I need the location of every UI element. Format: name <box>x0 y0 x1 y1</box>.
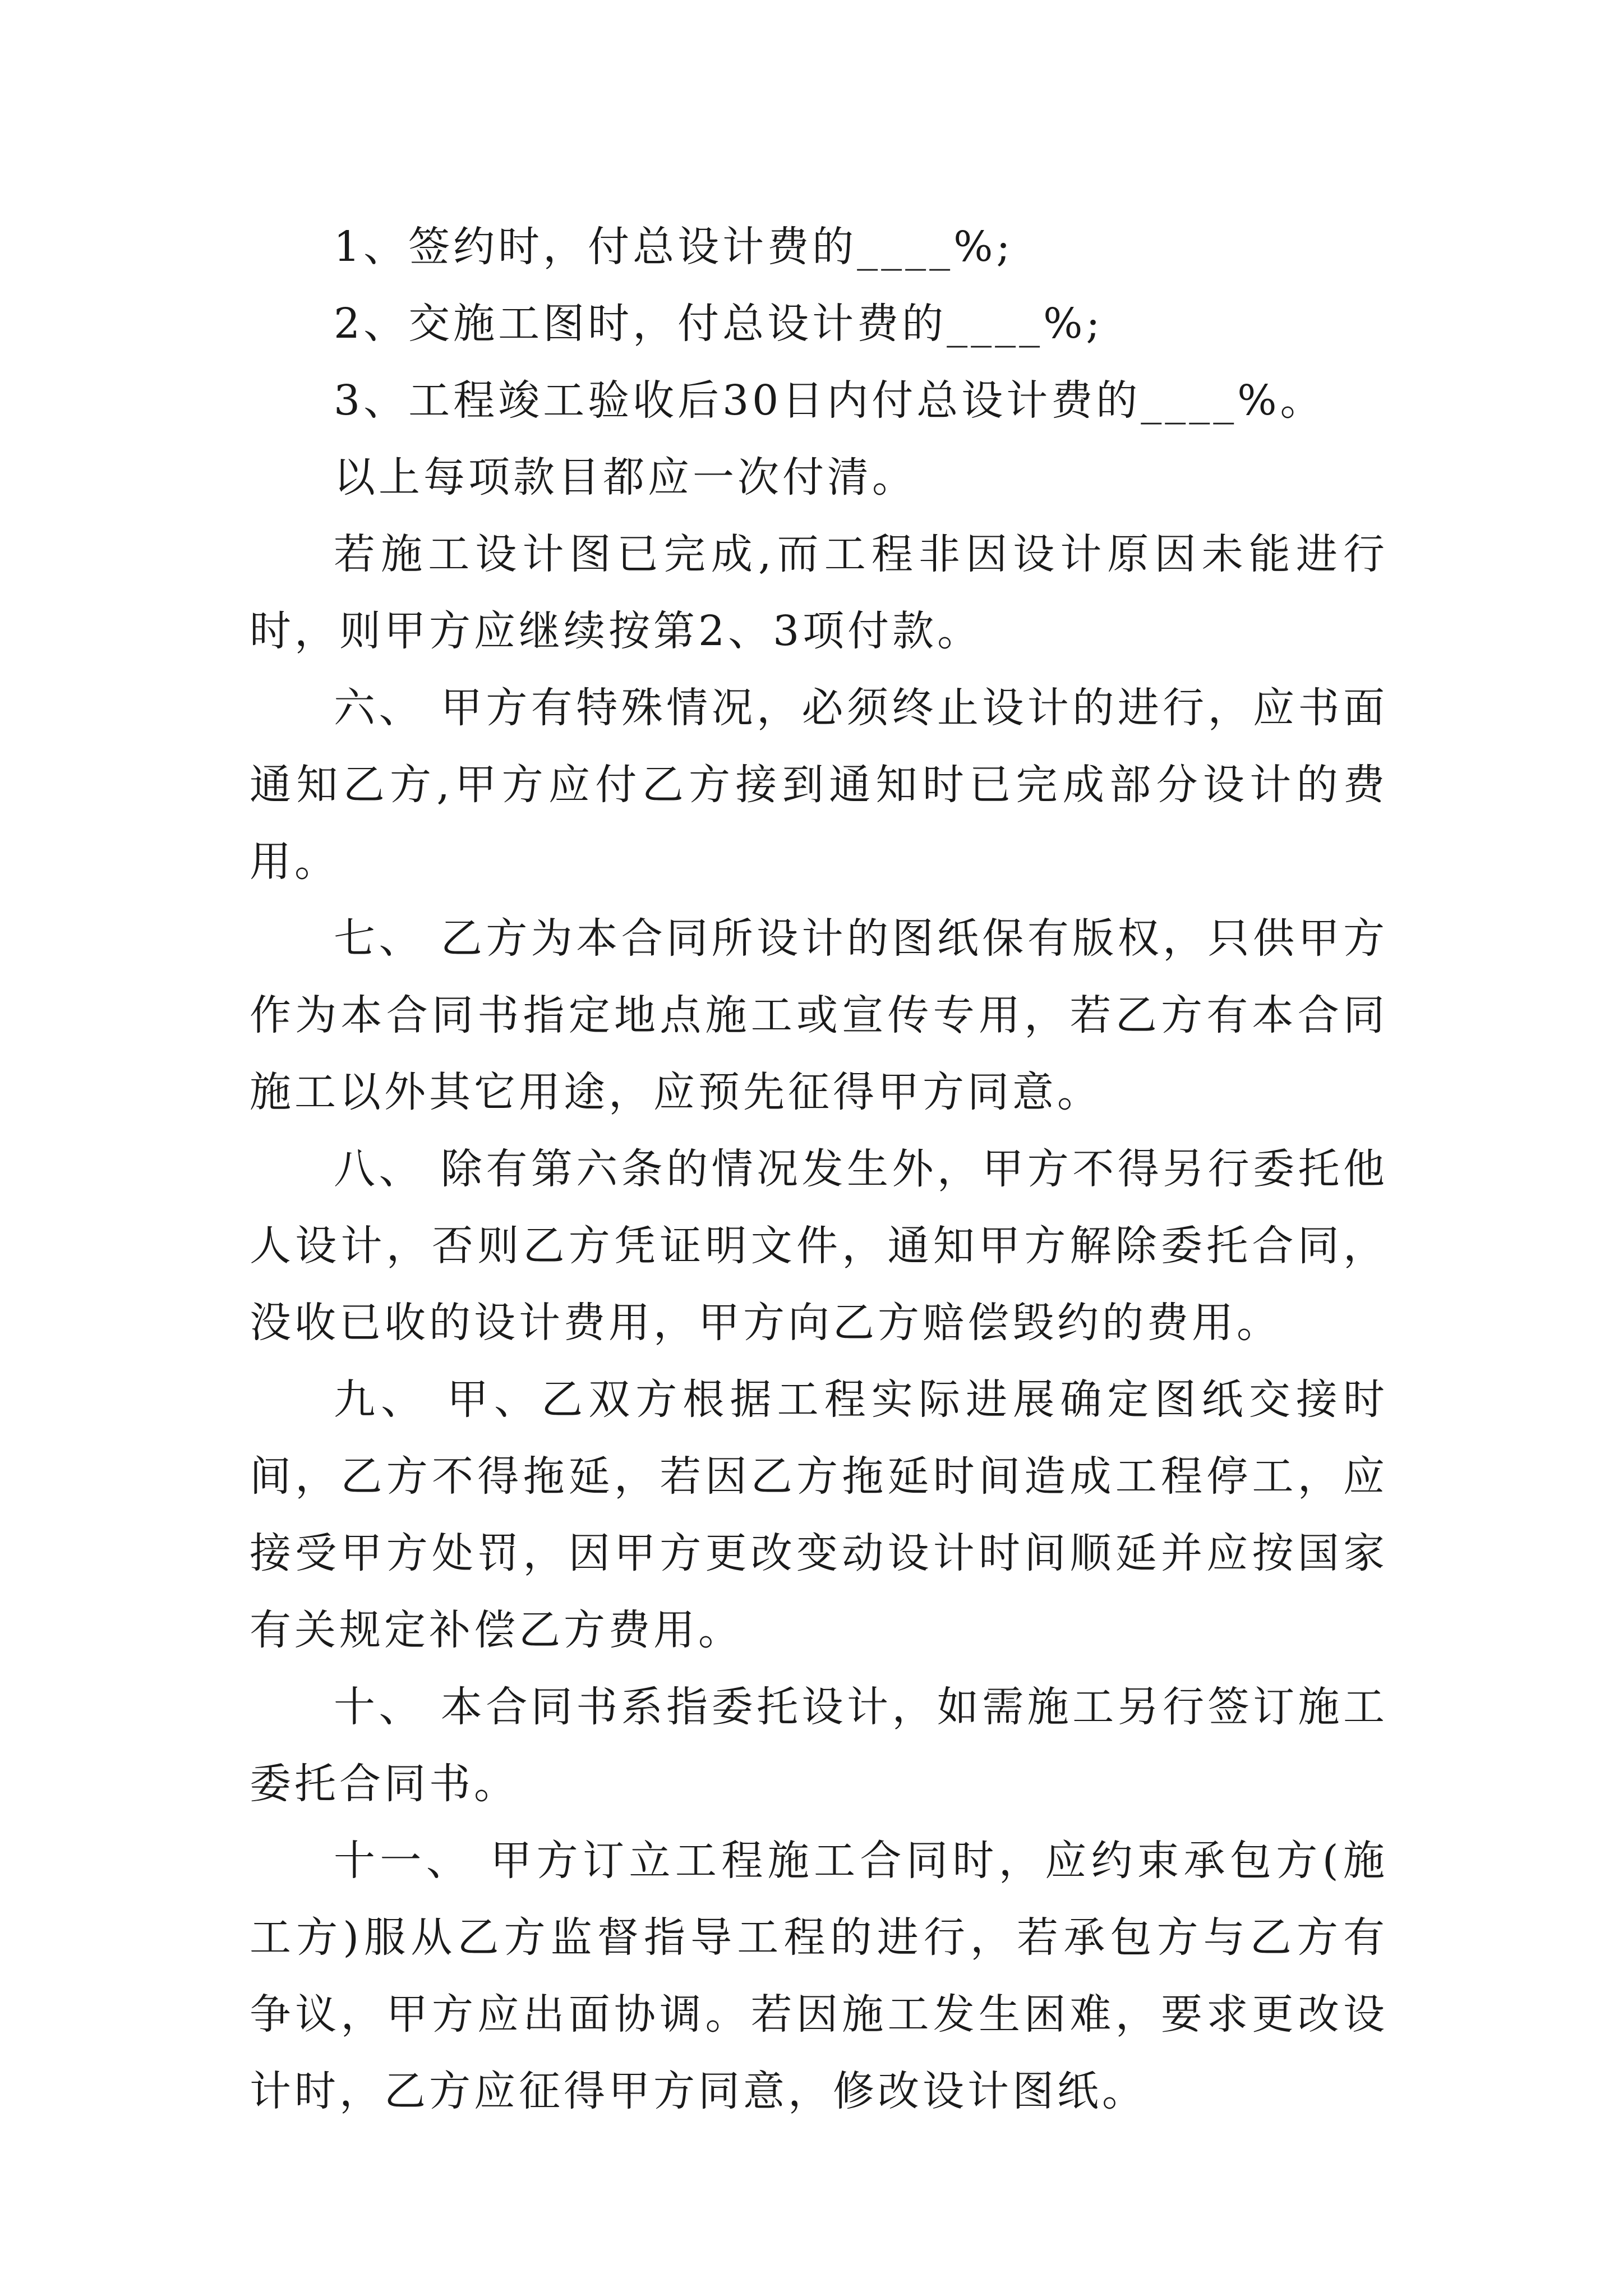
clause-6: 六、 甲方有特殊情况，必须终止设计的进行，应书面通知乙方,甲方应付乙方接到通知时已完成部分设计的费用。 <box>250 684 1388 886</box>
document-body <box>250 209 1388 2130</box>
clause-9: 九、 甲、乙双方根据工程实际进展确定图纸交接时间，乙方不得拖延，若因乙方拖延时间造成工程停工，应接受甲方处罚，因甲方更改变动设计时间顺延并应按国家有关规定补偿乙方费用。 <box>250 1375 1388 1654</box>
clause-8: 八、 除有第六条的情况发生外，甲方不得另行委托他人设计，否则乙方凭证明文件，通知甲方解除委托合同，没收已收的设计费用，甲方向乙方赔偿毁约的费用。 <box>250 1145 1388 1347</box>
payment-note: 以上每项款目都应一次付清。 <box>334 453 917 501</box>
clause-11: 十一、 甲方订立工程施工合同时，应约束承包方(施工方)服从乙方监督指导工程的进行，若承包方与乙方有争议，甲方应出面协调。若因施工发生困难，要求更改设计时，乙方应征得甲方同意，修改设计图纸。 <box>250 1837 1388 2115</box>
clause-10: 十、 本合同书系指委托设计，如需施工另行签订施工委托合同书。 <box>250 1683 1388 1808</box>
payment-term-3: 3、工程竣工验收后30日内付总设计费的____%。 <box>334 376 1325 425</box>
clause-7: 七、 乙方为本合同所设计的图纸保有版权，只供甲方作为本合同书指定地点施工或宣传专用，若乙方有本合同施工以外其它用途，应预先征得甲方同意。 <box>250 914 1388 1116</box>
payment-term-2: 2、交施工图时，付总设计费的____%; <box>334 300 1104 348</box>
payment-term-1: 1、签约时，付总设计费的____%; <box>334 223 1014 271</box>
payment-condition: 若施工设计图已完成,而工程非因设计原因未能进行时，则甲方应继续按第2、3项付款。 <box>250 530 1388 655</box>
